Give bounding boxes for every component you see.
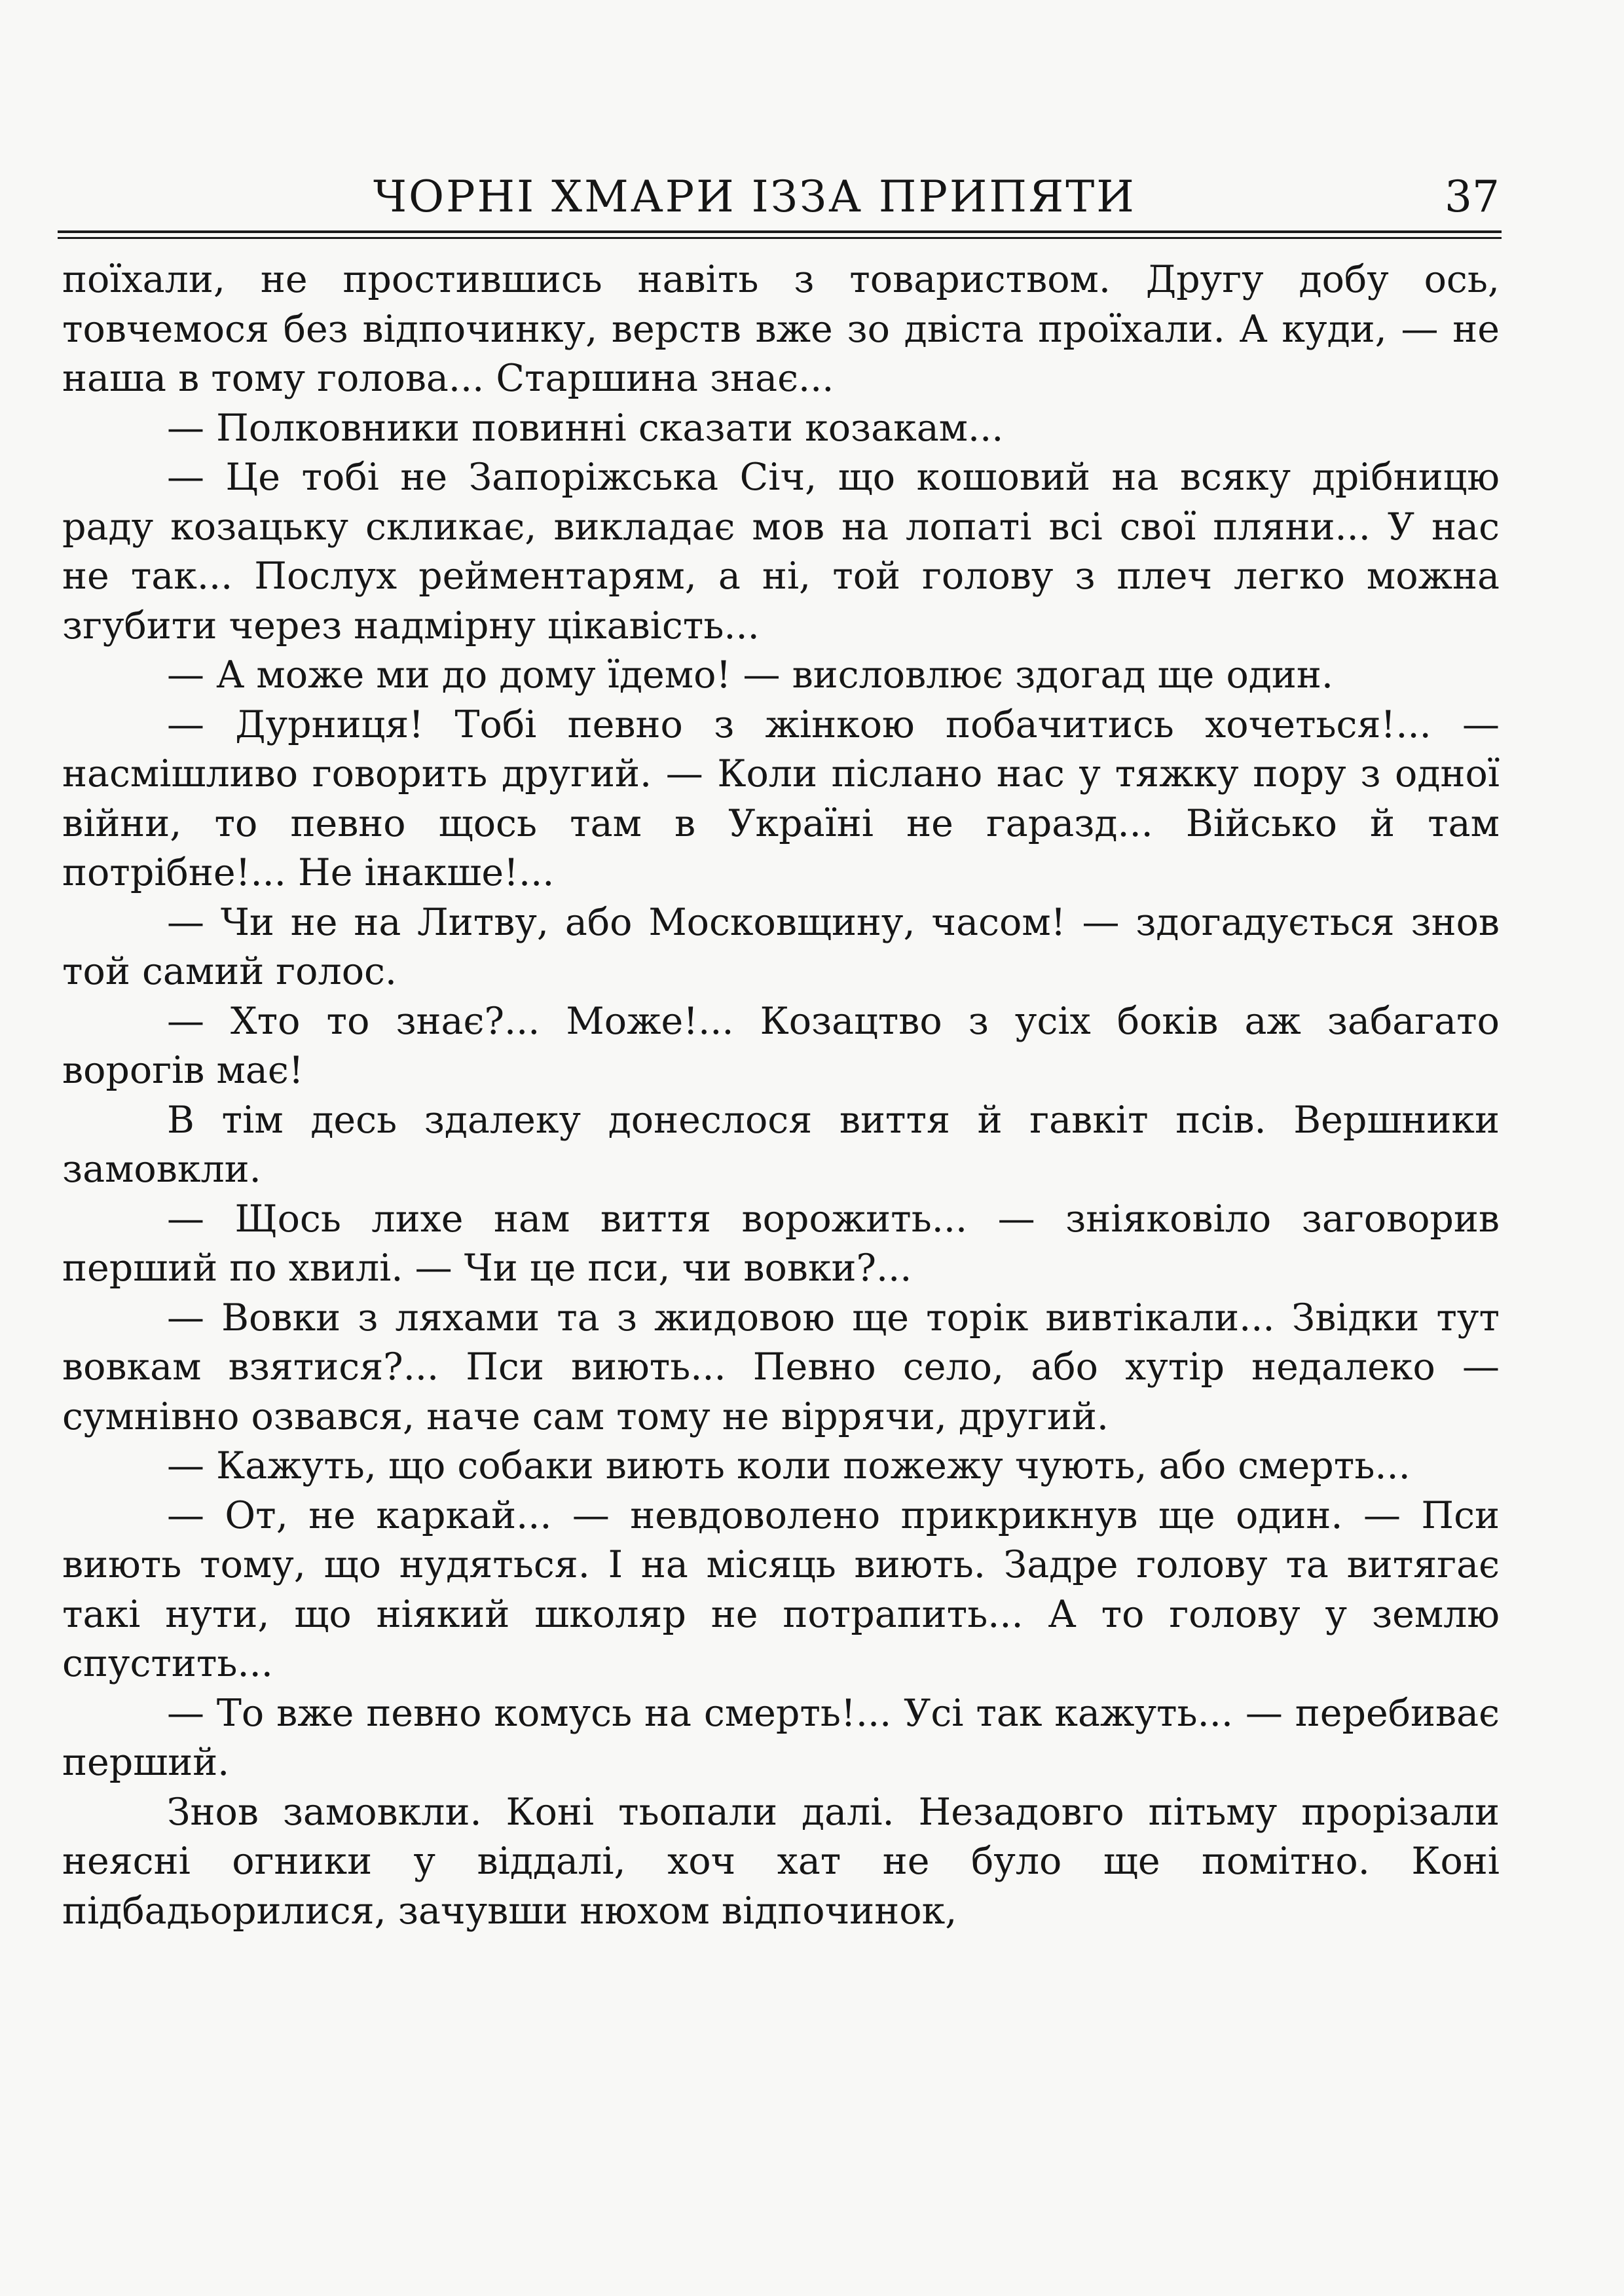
paragraph: — Хто то знає?... Може!... Козацтво з усіх боків аж забагато ворогів має! [62,999,1500,1092]
paragraph: поїхали, не простившись навіть з товариством. Другу добу ось, товчемося без відпочинку, верств вже зо двіста проїхали. А куди, — не наша в тому голова... Старшина знає... [62,258,1500,400]
paragraph: В тім десь здалеку донеслося виття й гавкіт псів. Вершники замовкли. [62,1098,1500,1191]
paragraph: — Полковники повинні сказати козакам... [167,406,1004,450]
paragraph: — Кажуть, що собаки виють коли пожежу чують, або смерть... [167,1444,1411,1487]
paragraph: — Дурниця! Тобі певно з жінкою побачитись хочеться!... — насмішливо говорить другий. — Коли післано нас у тяжку пору з одної війни, то певно щось там в Україні не гаразд... Військо й там потрібне!... Не інакше!... [62,702,1500,894]
page-number: 37 [1445,172,1500,222]
paragraph: — Щось лихе нам виття ворожить... — зніяковіло заговорив перший по хвилі. — Чи це пси, чи вовки?... [62,1197,1500,1290]
body-text [62,255,1500,1936]
page-header [59,172,1500,230]
paragraph: — Вовки з ляхами та з жидовою ще торік вивтікали... Звідки тут вовкам взятися?... Пси виють... Певно село, або хутір недалеко — сумнівно озвався, наче сам тому не віррячи, другий. [62,1296,1500,1438]
paragraph: — От, не каркай... — невдоволено прикрикнув ще один. — Пси виють тому, що нудяться. І на місяць виють. Задре голову та витягає такі нути, що ніякий школяр не потрапить... А то голову у землю спустить... [62,1493,1500,1685]
paragraph: Знов замовкли. Коні тьопали далі. Незадовго пітьму прорізали неясні огники у віддалі, хоч хат не було ще помітно. Коні підбадьорилися, зачувши нюхом відпочинок, [62,1790,1500,1933]
paragraph: — Це тобі не Запоріжська Січ, що кошовий на всяку дрібницю раду козацьку скликає, викладає мов на лопаті всі свої пляни... У нас не так... Послух рейментарям, а ні, той голову з плеч легко можна згубити через надмірну цікавість... [62,456,1500,647]
paragraph: — Чи не на Литву, або Московщину, часом! — здогадується знов той самий голос. [62,900,1500,993]
running-title: ЧОРНІ ХМАРИ ІЗЗА ПРИПЯТИ [373,172,1136,222]
header-rule-bottom [58,237,1502,239]
paragraph: — А може ми до дому їдемо! — висловлює здогад ще один. [167,653,1333,697]
paragraph: — То вже певно комусь на смерть!... Усі так кажуть... — перебиває перший. [62,1691,1500,1784]
header-rule-top [58,230,1502,233]
